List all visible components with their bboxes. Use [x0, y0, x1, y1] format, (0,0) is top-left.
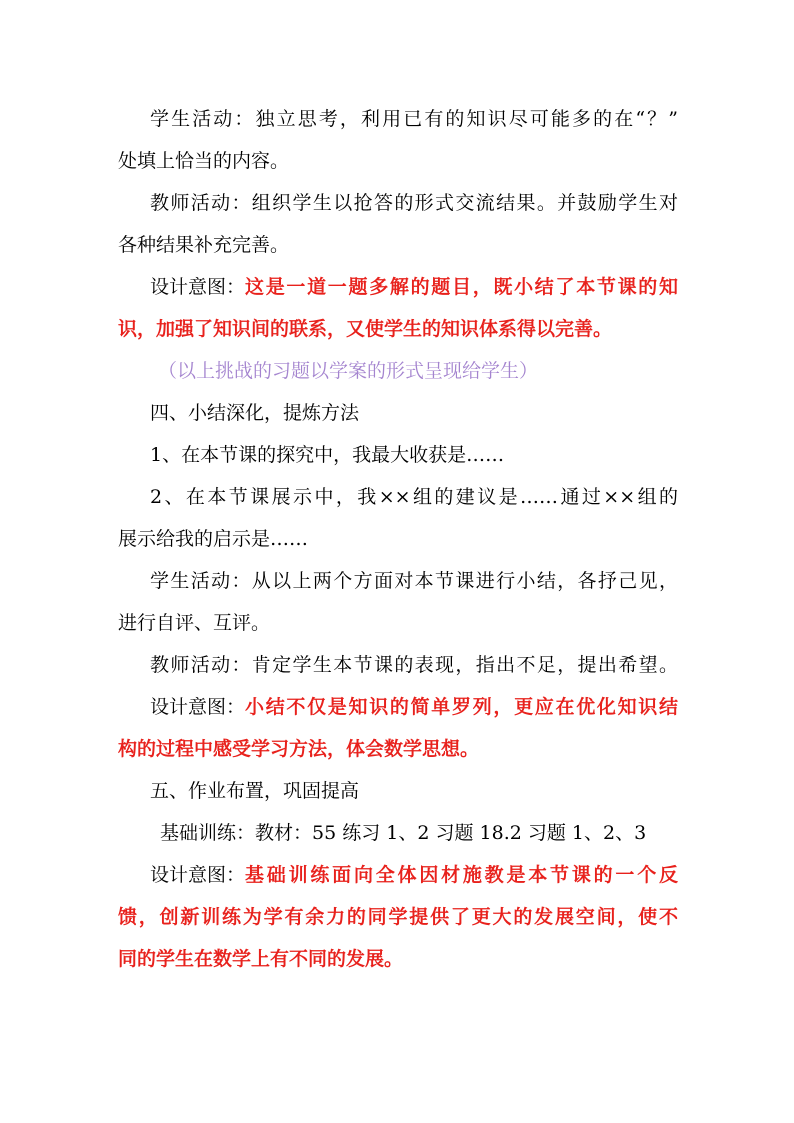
section-4-item-1: 1、在本节课的探究中，我最大收获是…… [150, 444, 505, 466]
design-intent-3-line1 [150, 863, 678, 887]
design-intent-3-text: 基础训练面向全体因材施教是本节课的一个反 [245, 864, 678, 886]
design-intent-3-line3: 同的学生在数学上有不同的发展。 [118, 948, 404, 970]
design-intent-2-text: 小结不仅是知识的简单罗列，更应在优化知识结 [245, 696, 678, 718]
student-activity-2-line1: 学生活动：从以上两个方面对本节课进行小结，各抒己见， [150, 570, 678, 592]
section-4-item-2-line1: 2、在本节课展示中，我××组的建议是……通过××组的 [150, 486, 678, 508]
section-4-item-2-line2: 展示给我的启示是…… [118, 528, 309, 550]
design-intent-2-line2: 构的过程中感受学习方法，体会数学思想。 [118, 738, 480, 760]
design-intent-1-text: 这是一道一题多解的题目，既小结了本节课的知 [245, 276, 678, 298]
section-4-heading: 四、小结深化，提炼方法 [150, 402, 360, 424]
section-5-heading: 五、作业布置，巩固提高 [150, 780, 360, 802]
design-intent-label: 设计意图： [150, 276, 246, 298]
student-activity-2-line2: 进行自评、互评。 [118, 612, 271, 634]
design-intent-3-line2: 馈，创新训练为学有余力的同学提供了更大的发展空间，使不 [118, 906, 678, 928]
teacher-activity-2-line1: 教师活动：肯定学生本节课的表现，指出不足，提出希望。 [150, 654, 678, 676]
design-intent-1-line2: 识，加强了知识间的联系，又使学生的知识体系得以完善。 [118, 318, 613, 340]
worksheet-note: （以上挑战的习题以学案的形式呈现给学生） [158, 360, 539, 382]
student-activity-1-line1: 学生活动：独立思考，利用已有的知识尽可能多的在“？” [150, 108, 678, 130]
design-intent-label: 设计意图： [150, 696, 246, 718]
design-intent-2-line1 [150, 695, 678, 719]
section-5-basic-training: 基础训练：教材：55 练习 1、2 习题 18.2 习题 1、2、3 [160, 822, 647, 844]
design-intent-1-line1 [150, 275, 678, 299]
teacher-activity-1-line1: 教师活动：组织学生以抢答的形式交流结果。并鼓励学生对 [150, 192, 678, 214]
student-activity-1-line2: 处填上恰当的内容。 [118, 150, 290, 172]
design-intent-label: 设计意图： [150, 864, 246, 886]
teacher-activity-1-line2: 各种结果补充完善。 [118, 234, 290, 256]
